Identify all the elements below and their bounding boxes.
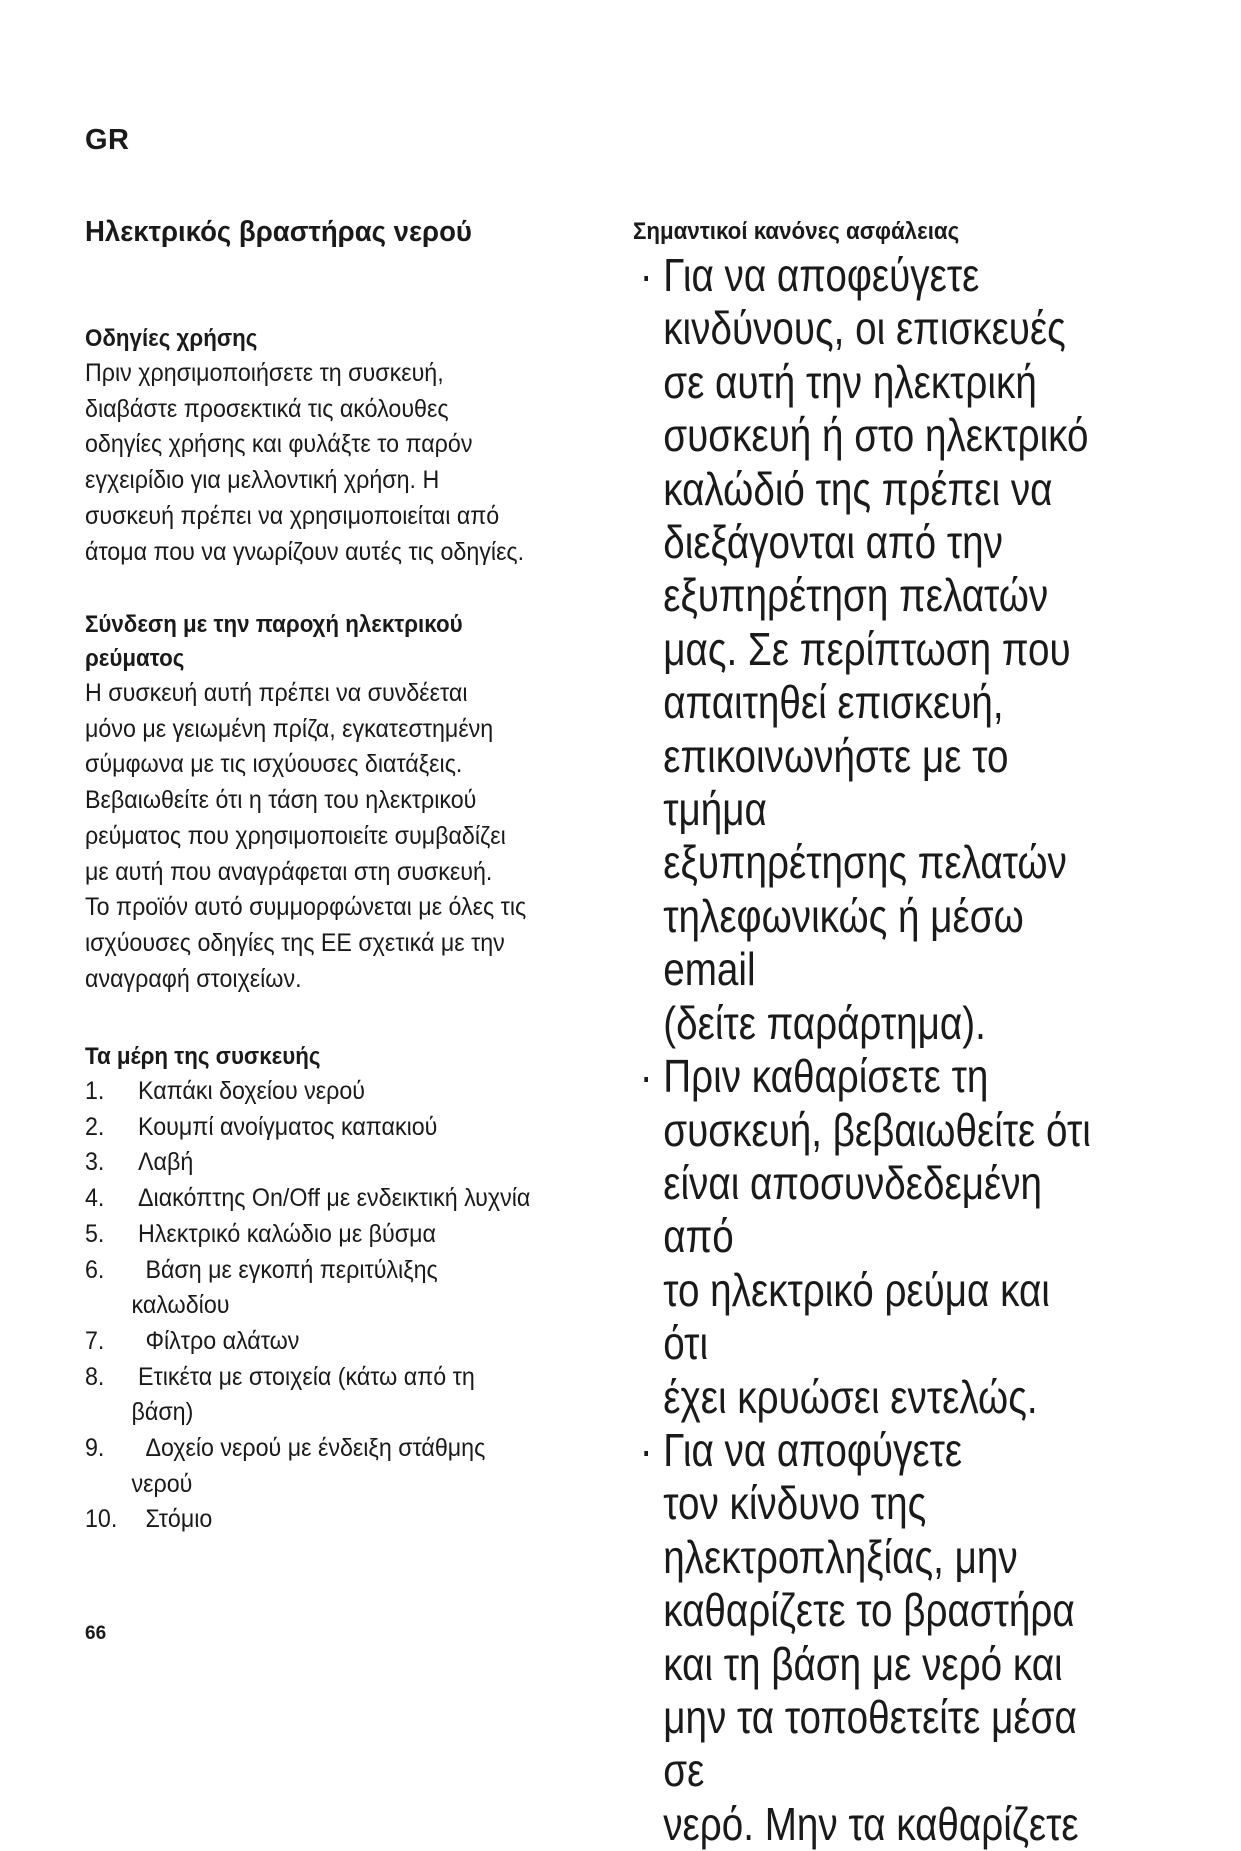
item-text: Λαβή bbox=[138, 1148, 194, 1177]
list-item bbox=[85, 1253, 640, 1324]
text-line: ρεύματος που χρησιμοποιείτε συμβαδίζει bbox=[85, 821, 506, 850]
item-number: 10. bbox=[85, 1505, 118, 1534]
item-text-continued: καλωδίου bbox=[131, 1291, 230, 1320]
item-text: Στόμιο bbox=[145, 1505, 213, 1534]
text-line: νερό. Μην τα καθαρίζετε bbox=[663, 1797, 1079, 1850]
safety-item bbox=[633, 1050, 1100, 1424]
item-number: 8. bbox=[85, 1362, 105, 1391]
item-number: 4. bbox=[85, 1184, 105, 1213]
item-number: 1. bbox=[85, 1077, 105, 1105]
safety-heading: Σημαντικοί κανόνες ασφάλειας bbox=[633, 218, 960, 245]
text-line: αναγραφή στοιχείων. bbox=[85, 964, 302, 993]
item-number: 6. bbox=[85, 1255, 105, 1284]
bullet-icon: · bbox=[639, 1050, 653, 1103]
text-line: διαβάστε προσεκτικά τις ακόλουθες bbox=[85, 394, 449, 423]
parts-heading: Τα μέρη της συσκευής bbox=[85, 1043, 321, 1070]
bullet-icon: · bbox=[639, 1423, 653, 1476]
text-line: Πριν χρησιμοποιήσετε τη συσκευή, bbox=[85, 359, 444, 387]
text-line: (δείτε παράρτημα). bbox=[663, 996, 986, 1049]
item-number: 7. bbox=[85, 1326, 105, 1355]
item-text: Βάση με εγκοπή περιτύλιξης bbox=[145, 1255, 438, 1284]
text-line: τον κίνδυνο της bbox=[663, 1477, 927, 1530]
item-number: 3. bbox=[85, 1148, 105, 1177]
usage-section bbox=[85, 322, 645, 570]
list-item bbox=[85, 1074, 640, 1110]
safety-list bbox=[633, 249, 1193, 1851]
text-line: έχει κρυώσει εντελώς. bbox=[663, 1370, 1038, 1423]
list-item bbox=[85, 1324, 640, 1360]
language-code: GR bbox=[85, 124, 130, 156]
right-column bbox=[633, 215, 1193, 1851]
page-number: 66 bbox=[85, 1623, 107, 1644]
list-item bbox=[85, 1217, 640, 1253]
list-item bbox=[85, 1145, 640, 1181]
text-line: με αυτή που αναγράφεται στη συσκευή. bbox=[85, 857, 493, 886]
item-text: Ετικέτα με στοιχεία (κάτω από τη bbox=[138, 1362, 475, 1391]
item-text: Φίλτρο αλάτων bbox=[145, 1326, 300, 1355]
text-line: ισχύουσες οδηγίες της ΕΕ σχετικά με την bbox=[85, 928, 505, 957]
text-line: Για να αποφύγετε bbox=[663, 1423, 963, 1476]
left-column bbox=[85, 215, 605, 1534]
item-text: Δοχείο νερού με ένδειξη στάθμης bbox=[145, 1434, 486, 1463]
power-paragraph bbox=[85, 676, 606, 997]
heading-line: ρεύματος bbox=[85, 645, 185, 672]
text-line: διεξάγονται από την bbox=[663, 516, 1003, 569]
item-text-continued: βάση) bbox=[131, 1398, 194, 1427]
text-line: εξυπηρέτηση πελατών bbox=[663, 569, 1049, 622]
text-line: τηλεφωνικώς ή μέσω email bbox=[663, 889, 1024, 996]
item-number: 5. bbox=[85, 1219, 105, 1248]
text-line: σύμφωνα με τις ισχύουσες διατάξεις. bbox=[85, 750, 463, 779]
parts-list bbox=[85, 1074, 682, 1538]
text-line: καλώδιό της πρέπει να bbox=[663, 462, 1053, 515]
item-text: Κουμπί ανοίγματος καπακιού bbox=[138, 1112, 438, 1141]
safety-item bbox=[633, 249, 1100, 1050]
text-line: και τη βάση με νερό και bbox=[663, 1637, 1063, 1690]
text-line: άτομα που να γνωρίζουν αυτές τις οδηγίες. bbox=[85, 537, 525, 566]
text-line: οδηγίες χρήσης και φυλάξτε το παρόν bbox=[85, 430, 473, 459]
text-line: Το προϊόν αυτό συμμορφώνεται με όλες τις bbox=[85, 893, 527, 922]
text-line: εγχειρίδιο για μελλοντική χρήση. Η bbox=[85, 466, 440, 495]
list-item bbox=[85, 1360, 640, 1431]
list-item bbox=[85, 1502, 640, 1538]
text-line: Βεβαιωθείτε ότι η τάση του ηλεκτρικού bbox=[85, 786, 477, 815]
item-number: 9. bbox=[85, 1434, 105, 1463]
text-line: επικοινωνήστε με το τμήμα bbox=[663, 729, 1009, 836]
text-line: συσκευή, βεβαιωθείτε ότι bbox=[663, 1103, 1091, 1156]
text-line: εξυπηρέτησης πελατών bbox=[663, 836, 1067, 889]
text-line: μην τα τοποθετείτε μέσα σε bbox=[663, 1690, 1077, 1797]
list-item bbox=[85, 1181, 640, 1217]
text-line: ηλεκτροπληξίας, μην bbox=[663, 1530, 1018, 1583]
text-line: καθαρίζετε το βραστήρα bbox=[663, 1584, 1075, 1637]
text-line: είναι αποσυνδεδεμένη από bbox=[663, 1156, 1043, 1263]
power-section bbox=[85, 608, 645, 997]
item-number: 2. bbox=[85, 1112, 105, 1141]
text-line: μόνο με γειωμένη πρίζα, εγκατεστημένη bbox=[85, 714, 494, 743]
text-line: σε αυτή την ηλεκτρική bbox=[663, 355, 1037, 408]
item-text: Διακόπτης On/Off με ενδεικτική λυχνία bbox=[138, 1184, 531, 1213]
bullet-icon: · bbox=[639, 249, 653, 301]
list-item bbox=[85, 1431, 640, 1502]
text-line: συσκευή πρέπει να χρησιμοποιείται από bbox=[85, 501, 500, 530]
usage-paragraph bbox=[85, 356, 606, 570]
power-heading bbox=[85, 608, 606, 676]
heading-line: Σύνδεση με την παροχή ηλεκτρικού bbox=[85, 611, 463, 638]
text-line: συσκευή ή στο ηλεκτρικό bbox=[663, 409, 1089, 462]
safety-item bbox=[633, 1424, 1100, 1851]
usage-heading: Οδηγίες χρήσης bbox=[85, 325, 258, 352]
text-line: απαιτηθεί επισκευή, bbox=[663, 676, 1004, 729]
parts-section bbox=[85, 1040, 682, 1538]
item-text: Ηλεκτρικό καλώδιο με βύσμα bbox=[138, 1219, 436, 1248]
document-title: Ηλεκτρικός βραστήρας νερού bbox=[85, 216, 472, 248]
text-line: μας. Σε περίπτωση που bbox=[663, 622, 1071, 675]
item-text-continued: νερού bbox=[131, 1469, 193, 1498]
text-line: Για να αποφεύγετε bbox=[663, 249, 980, 301]
text-line: κινδύνους, οι επισκευές bbox=[663, 302, 1066, 355]
item-text: Καπάκι δοχείου νερού bbox=[138, 1077, 366, 1105]
text-line: το ηλεκτρικό ρεύμα και ότι bbox=[663, 1263, 1050, 1370]
list-item bbox=[85, 1110, 640, 1146]
text-line: Πριν καθαρίσετε τη bbox=[663, 1050, 989, 1103]
text-line: Η συσκευή αυτή πρέπει να συνδέεται bbox=[85, 679, 468, 707]
